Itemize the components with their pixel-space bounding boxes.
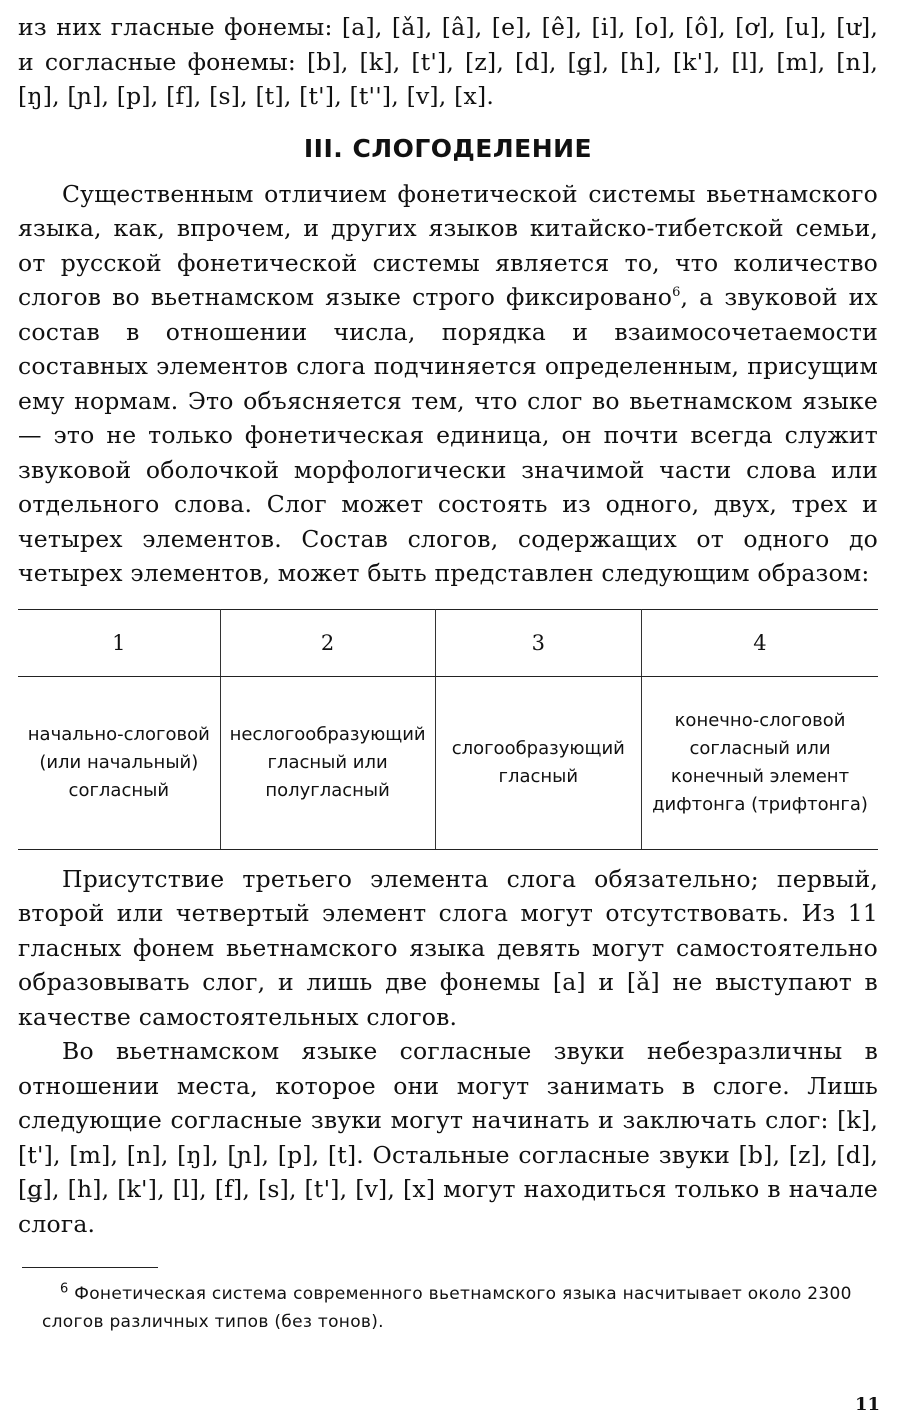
table-row bbox=[18, 676, 878, 849]
paragraph-text-part2: , а звуковой их состав в отношении числа, порядка и взаимосочетаемости составных элементов слога подчиняется определенным, присущим ему нормам. Это объясняется тем, что слог во вьетнамском языке — это не только фонетическая единица, он почти всегда служит звуковой оболочкой морфологически значимой части слова или отдельного слова. Слог может состоять из одного, двух, трех и четырех элементов. Состав слогов, содержащих от одного до четырех элементов, может быть представлен следующим образом: bbox=[18, 283, 878, 587]
page-number: 11 bbox=[854, 1394, 880, 1415]
table-header-cell: 2 bbox=[220, 609, 435, 676]
paragraph-third-element: Присутствие третьего элемента слога обязательно; первый, второй или четвертый элемент слога могут отсутствовать. Из 11 гласных фонем вьетнамского языка девять могут самостоятельно образовывать слог, и лишь две фонемы [a] и [ǎ] не выступают в качестве самостоятельных слогов. bbox=[18, 864, 878, 1031]
footnote-number: 6 bbox=[60, 1281, 69, 1297]
table-cell-semivowel: неслогообразующий гласный или полугласный bbox=[220, 676, 435, 849]
paragraph-syllable-intro bbox=[18, 177, 878, 591]
paragraph-consonant-positions: Во вьетнамском языке согласные звуки небезразличны в отношении места, которое они могут занимать в слоге. Лишь следующие согласные звуки могут начинать и заключать слог: [k], [t'], [m], [n], [ŋ], [ɲ], [p], [t]. Остальные согласные звуки [b], [z], [d], [ǥ], [h], [k'], [l], [f], [s], [t'], [v], [x] могут находиться только в начале слога. bbox=[18, 1037, 878, 1238]
section-heading: III. СЛОГОДЕЛЕНИЕ bbox=[303, 133, 593, 163]
table-header-cell: 3 bbox=[435, 609, 641, 676]
table-cell-initial-consonant: начально-слоговой (или начальный) согласный bbox=[18, 676, 220, 849]
intro-paragraph: из них гласные фонемы: [a], [ǎ], [â], [e], [ê], [i], [o], [ô], [ơ], [u], [ư], и согласные фонемы: [b], [k], [t'], [z], [d], [ǥ], [h], [k'], [l], [m], [n], [ŋ], [ɲ], [p], [f], [s], [t], [t'], [t''], [v], [x]. bbox=[18, 13, 878, 110]
footnote-reference[interactable]: 6 bbox=[672, 285, 681, 301]
paragraph-text-part1: Существенным отличием фонетической системы вьетнамского языка, как, впрочем, и других языков китайско-тибетской семьи, от русской фонетической системы является то, что количество слогов во вьетнамском языке строго фиксировано bbox=[18, 179, 878, 311]
syllable-elements-table bbox=[18, 609, 878, 850]
table-header-cell: 1 bbox=[18, 609, 220, 676]
table-cell-final-element: конечно-слоговой согласный или конечный элемент дифтонга (трифтонга) bbox=[641, 676, 878, 849]
footnote-text: Фонетическая система современного вьетнамского языка насчитывает около 2300 слогов различных типов (без тонов). bbox=[42, 1284, 852, 1332]
table-header-row bbox=[18, 609, 878, 676]
table-header-cell: 4 bbox=[641, 609, 878, 676]
table-cell-syllabic-vowel: слогообразующий гласный bbox=[435, 676, 641, 849]
footnote bbox=[18, 1280, 878, 1336]
footnote-divider bbox=[22, 1267, 158, 1268]
